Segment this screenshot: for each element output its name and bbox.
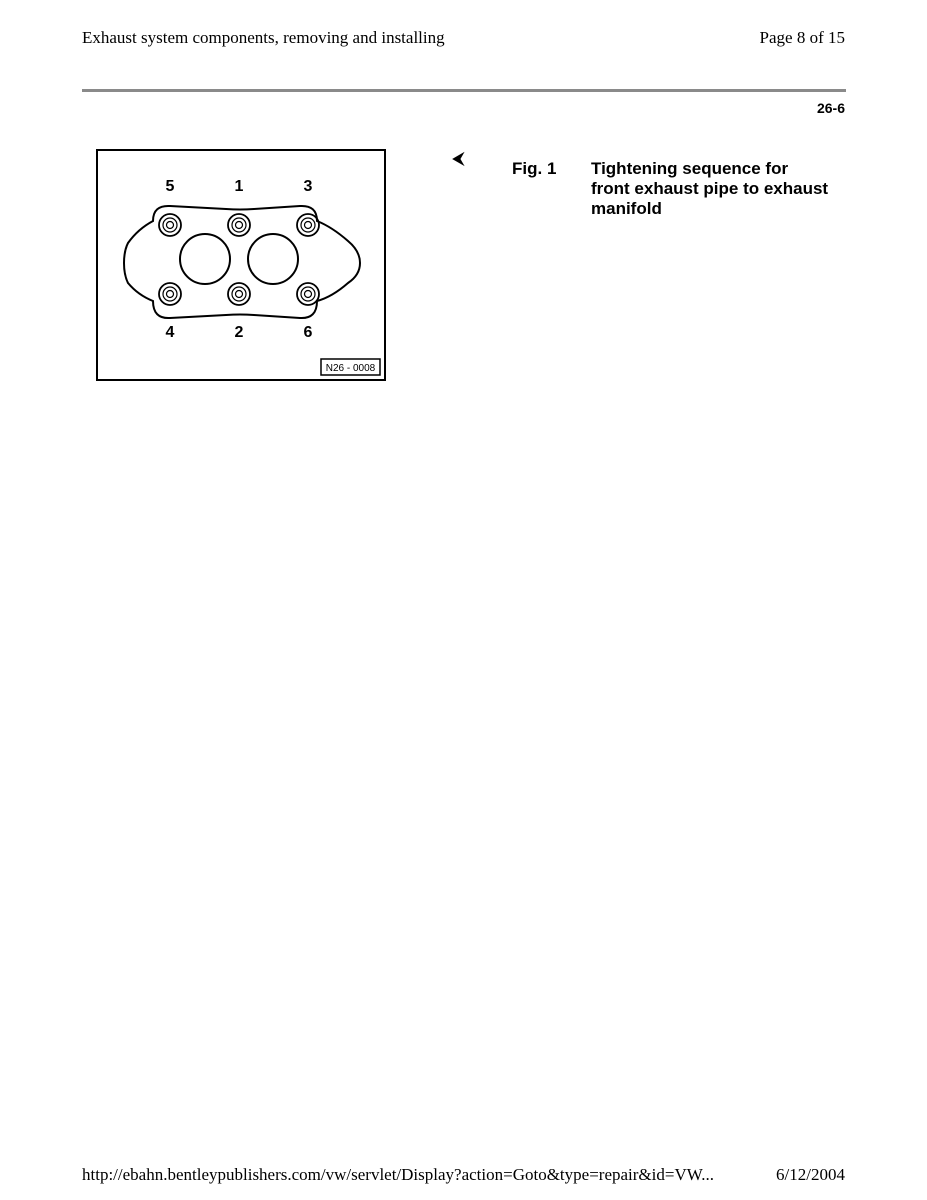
bolt-label-2: 2 — [234, 324, 244, 341]
bolt-bottom-center — [228, 283, 250, 305]
flange-drawing — [98, 151, 384, 379]
page-indicator: Page 8 of 15 — [759, 28, 845, 47]
bolt-label-5: 5 — [165, 178, 175, 195]
exhaust-port-right — [248, 234, 298, 284]
section-number: 26-6 — [816, 100, 845, 116]
bolt-bottom-right — [297, 283, 319, 305]
figure-caption: Tightening sequence for front exhaust pipe to exhaust manifold — [591, 159, 829, 218]
figure-label: Fig. 1 — [512, 159, 557, 178]
bolt-label-1: 1 — [234, 178, 244, 195]
bolt-label-6: 6 — [303, 324, 313, 341]
reference-code: N26 - 0008 — [325, 363, 376, 374]
print-date: 6/12/2004 — [776, 1165, 845, 1184]
bolt-bottom-left — [159, 283, 181, 305]
bolt-top-center — [228, 214, 250, 236]
bolt-label-4: 4 — [165, 324, 175, 341]
bolt-top-right — [297, 214, 319, 236]
bolt-top-left — [159, 214, 181, 236]
source-url: http://ebahn.bentleypublishers.com/vw/servlet/Display?action=Goto&type=repair&id=VW... — [82, 1165, 714, 1184]
header-divider — [82, 89, 846, 92]
exhaust-port-left — [180, 234, 230, 284]
document-title: Exhaust system components, removing and installing — [82, 28, 445, 47]
flange-diagram — [96, 149, 386, 381]
bolt-label-3: 3 — [303, 178, 313, 195]
pointer-arrow-icon: ⮜ — [452, 148, 465, 169]
